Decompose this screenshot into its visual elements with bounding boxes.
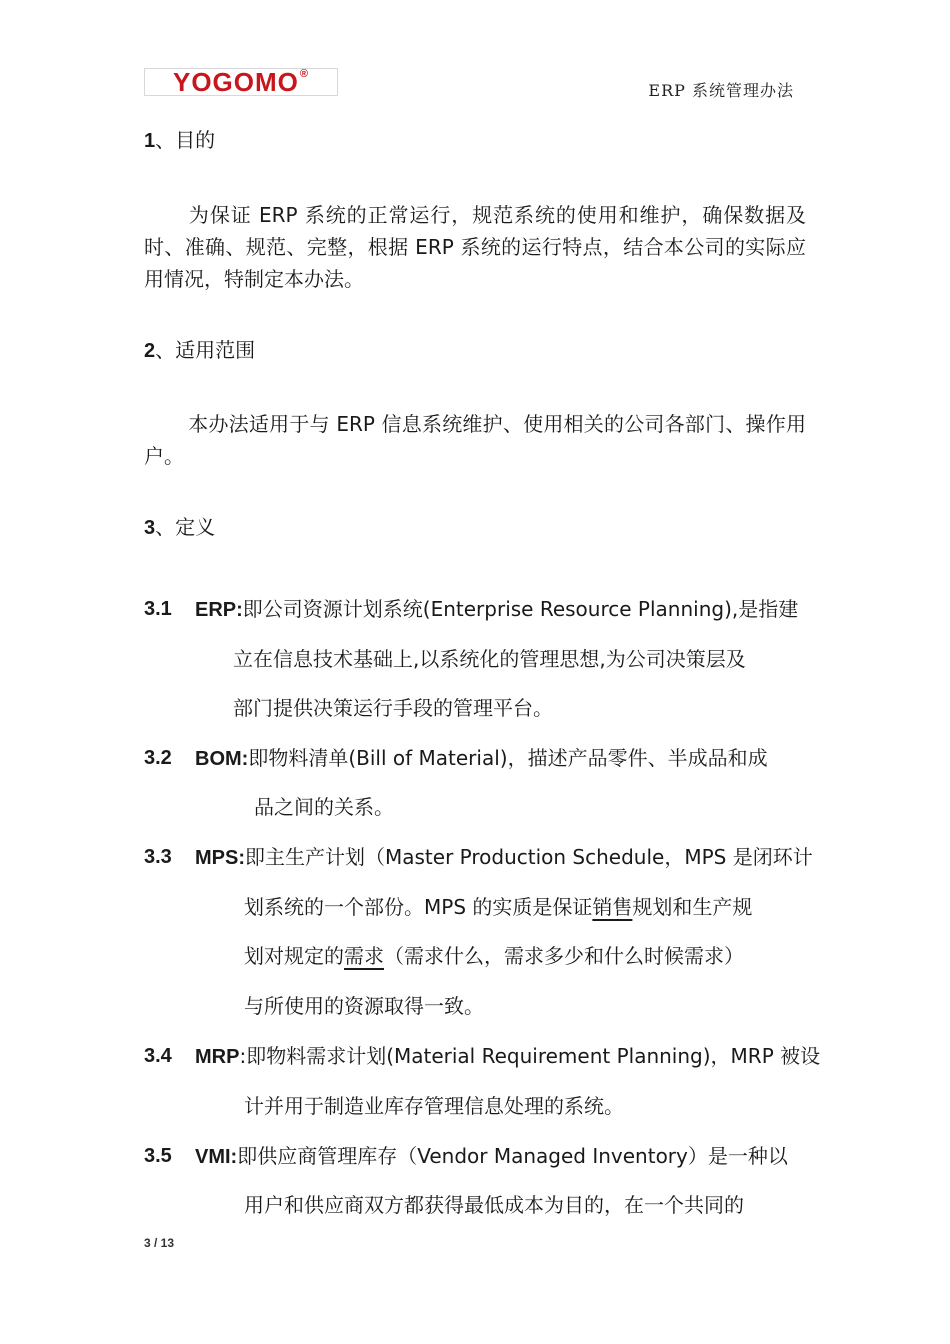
company-logo — [144, 68, 338, 96]
definition-number: 3.5 — [144, 1145, 172, 1167]
purpose-paragraph: 为保证 ERP 系统的正常运行，规范系统的使用和维护，确保数据及时、准确、规范、完整，根据 ERP 系统的运行特点，结合本公司的实际应用情况，特制定本办法。 — [144, 203, 806, 291]
definition-mps: MPS:即主生产计划（Master Production Schedule，MPS 是闭环计 — [195, 845, 813, 869]
section-heading-scope: 2、适用范围 — [144, 338, 256, 362]
header-title: ERP 系统管理办法 — [648, 81, 794, 100]
definition-bom: BOM:即物料清单(Bill of Material)，描述产品零件、半成品和成 — [195, 746, 768, 770]
definition-number: 3.3 — [144, 846, 172, 868]
logo-text: YOGOMO — [172, 66, 299, 97]
scope-paragraph: 本办法适用于与 ERP 信息系统维护、使用相关的公司各部门、操作用户。 — [144, 412, 806, 468]
definition-vmi: VMI:即供应商管理库存（Vendor Managed Inventory）是一种以 — [195, 1144, 788, 1168]
definition-number: 3.1 — [144, 598, 172, 620]
registered-mark: ® — [299, 68, 309, 80]
page-number: 3 / 13 — [144, 1236, 175, 1250]
definition-erp: ERP:即公司资源计划系统(Enterprise Resource Planning),是指建 — [195, 597, 799, 621]
definition-mrp: MRP:即物料需求计划(Material Requirement Planning)，MRP 被设 — [195, 1044, 821, 1068]
section-heading-purpose: 1、目的 — [144, 128, 216, 152]
section-heading-definitions: 3、定义 — [144, 515, 216, 539]
definition-mps-line: 与所使用的资源取得一致。 — [244, 994, 484, 1018]
definition-mrp-line: 计并用于制造业库存管理信息处理的系统。 — [244, 1094, 624, 1118]
definition-bom-line: 品之间的关系。 — [254, 795, 394, 819]
definition-erp-line: 立在信息技术基础上,以系统化的管理思想,为公司决策层及 — [233, 647, 746, 671]
definition-erp-line: 部门提供决策运行手段的管理平台。 — [233, 696, 553, 720]
definition-mps-line: 划对规定的需求（需求什么，需求多少和什么时候需求） — [244, 944, 744, 968]
definition-mps-line: 划系统的一个部份。MPS 的实质是保证销售规划和生产规 — [244, 895, 753, 919]
definition-number: 3.2 — [144, 747, 172, 769]
definition-vmi-line: 用户和供应商双方都获得最低成本为目的，在一个共同的 — [244, 1193, 744, 1217]
hyperlink-sales[interactable]: 销售 — [592, 895, 633, 919]
hyperlink-demand[interactable]: 需求 — [344, 944, 384, 968]
definition-number: 3.4 — [144, 1045, 172, 1067]
